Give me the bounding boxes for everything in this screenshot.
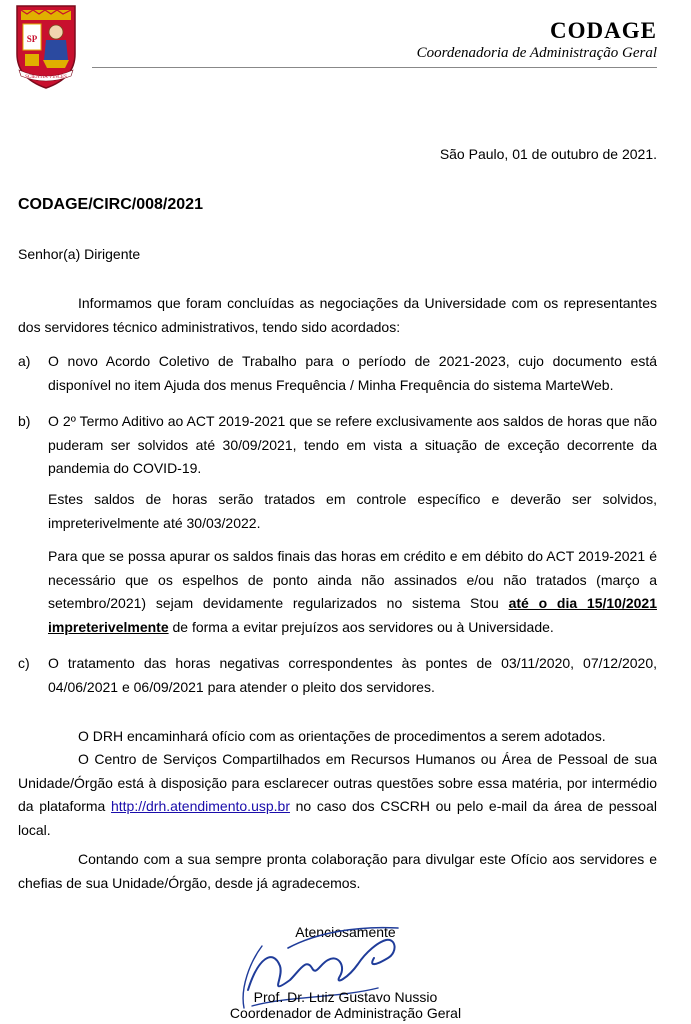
circular-id: CODAGE/CIRC/008/2021 bbox=[18, 196, 203, 213]
item-a-text: O novo Acordo Coletivo de Trabalho para o período de 2021-2023, cujo documento está disponível no item Ajuda dos menus Frequência / Minha Frequência do sistema MarteWeb. bbox=[48, 353, 657, 393]
svg-text:SP: SP bbox=[26, 34, 38, 44]
centro-tail: no caso dos CSCRH ou pelo e-mail da área de pessoal local. bbox=[18, 798, 657, 838]
item-b-text: O 2º Termo Aditivo ao ACT 2019-2021 que se refere exclusivamente aos saldos de horas que não puderam ser solvidos até 30/09/2021, tendo em vista a situação de exceção decorrente da pandemia do COVID-19. bbox=[48, 413, 657, 476]
centro-text: O Centro de Serviços Compartilhados em Recursos Humanos ou Área de Pessoal de sua Unidade/Órgão está à disposição para esclarecer outras questões sobre essa matéria, por intermédio da plataforma bbox=[18, 751, 657, 814]
intro-paragraph: Informamos que foram concluídas as negociações da Universidade com os representantes dos servidores técnico administrativos, tendo sido acordados: bbox=[18, 295, 657, 335]
usp-crest-logo bbox=[13, 2, 79, 90]
item-c-marker: c) bbox=[18, 655, 30, 671]
atendimento-link[interactable]: http://drh.atendimento.usp.br bbox=[110, 798, 290, 814]
item-b-sub2-text: Para que se possa apurar os saldos finais das horas em crédito e em débito do ACT 2019-2021 é necessário que os espelhos de ponto ainda não assinados e/ou não tratados (março a setembro/2021) sejam devidamente regularizados no sistema Stou bbox=[48, 548, 657, 611]
deadline-emphasis: até o dia 15/10/2021 impreterivelmente bbox=[48, 595, 657, 635]
salutation: Senhor(a) Dirigente bbox=[18, 246, 141, 262]
closing-regards: Atenciosamente bbox=[295, 924, 396, 940]
item-b-sub2-tail: de forma a evitar prejuízos aos servidores ou à Universidade. bbox=[168, 618, 554, 635]
item-b-sub2 bbox=[48, 545, 657, 639]
signatory-name: Prof. Dr. Luiz Gustavo Nussio bbox=[253, 989, 438, 1005]
date-line: São Paulo, 01 de outubro de 2021. bbox=[439, 146, 657, 162]
header-divider bbox=[92, 67, 657, 68]
item-c-text: O tratamento das horas negativas correspondentes às pontes de 03/11/2020, 07/12/2020, 04/06/2021 e 06/09/2021 para atender o pleito dos servidores. bbox=[48, 655, 657, 695]
codage-subtitle: Coordenadoria de Administração Geral bbox=[416, 45, 657, 61]
signatory-role: Coordenador de Administração Geral bbox=[229, 1005, 462, 1021]
crest-motto: SCIENTIA VINCES bbox=[25, 75, 67, 80]
item-a-marker: a) bbox=[18, 353, 31, 369]
final-paragraph: Contando com a sua sempre pronta colaboração para divulgar este Ofício aos servidores e chefias de sua Unidade/Órgão, desde já agradecemos. bbox=[18, 851, 657, 891]
centro-paragraph bbox=[18, 748, 657, 842]
drh-paragraph: O DRH encaminhará ofício com as orientações de procedimentos a serem adotados. bbox=[78, 728, 606, 744]
item-b-marker: b) bbox=[18, 413, 31, 429]
item-b-sub1: Estes saldos de horas serão tratados em controle específico e deverão ser solvidos, impreterivelmente até 30/03/2022. bbox=[48, 491, 657, 531]
codage-title: CODAGE bbox=[550, 18, 657, 43]
